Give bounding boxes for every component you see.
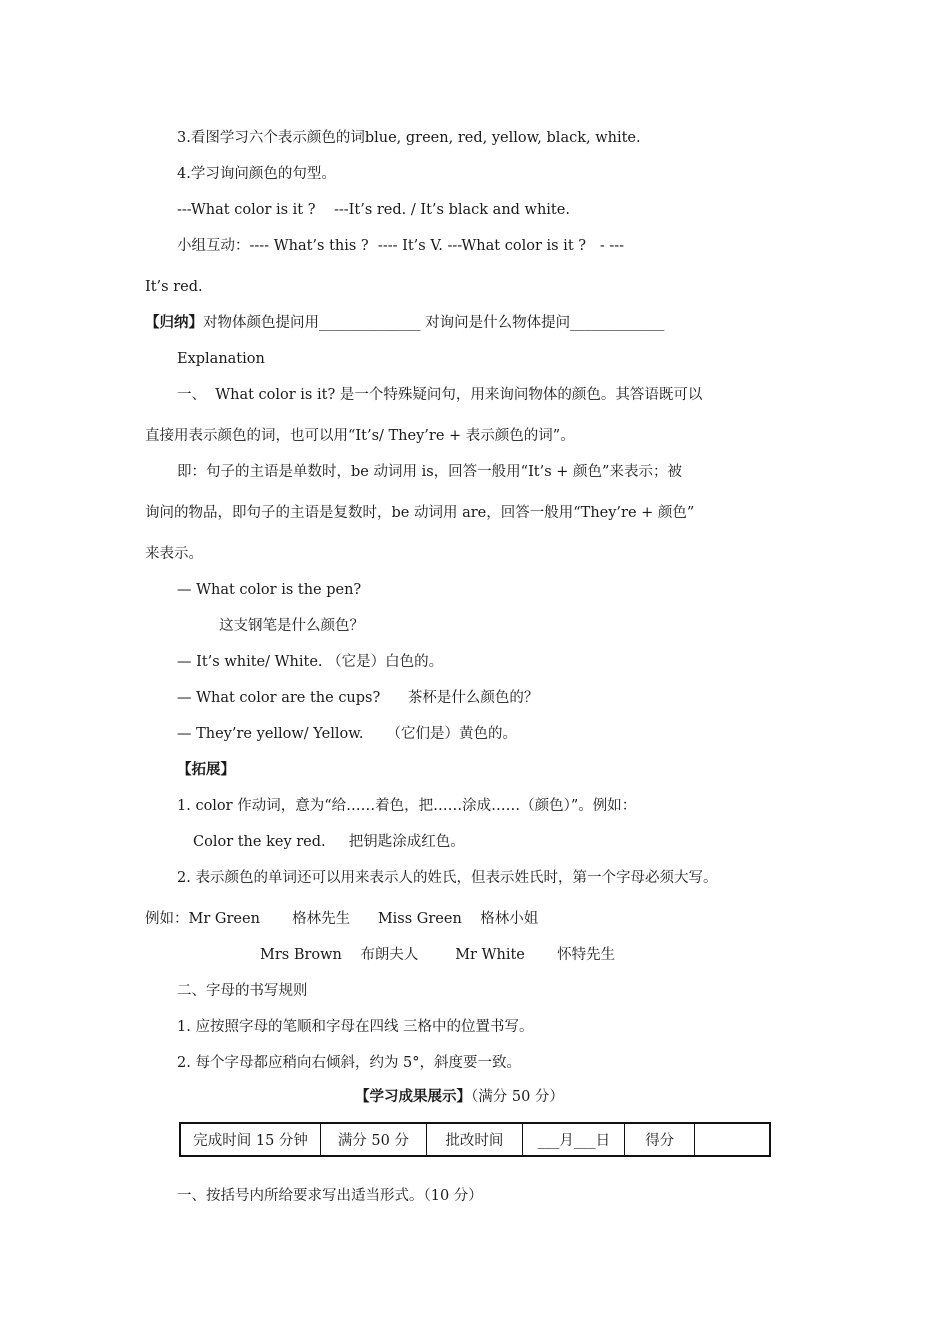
score-cell-full-marks: 满分 50 分 — [321, 1123, 426, 1156]
line-group-activity: 小组互动：---- What’s this ? ---- It’s V. ---What color is it ? - --- — [177, 238, 625, 254]
score-cell-date: ___月___日 — [523, 1123, 625, 1156]
summary-text: 对物体颜色提问用______________ 对询问是什么物体提问_____________ — [203, 315, 665, 331]
line-explanation-5: 来表示。 — [145, 546, 203, 562]
line-explanation-4: 询问的物品，即句子的主语是复数时，be 动词用 are，回答一般用“They’re + 颜色” — [145, 505, 695, 521]
line-extension-1: 1. color 作动词，意为“给……着色，把……涂成……（颜色）”。例如： — [177, 798, 637, 814]
line-exercise-1: 一、按括号内所给要求写出适当形式。（10 分） — [177, 1188, 483, 1204]
line-colors-words: 3.看图学习六个表示颜色的词blue, green, red, yellow, black, white. — [177, 130, 641, 146]
line-group-activity-cont: It’s red. — [145, 279, 203, 295]
line-extension-1-example: Color the key red. 把钥匙涂成红色。 — [193, 834, 465, 850]
score-table-row — [180, 1123, 770, 1156]
line-example-translation-1: 这支钢笔是什么颜色？ — [219, 618, 364, 634]
line-writing-rule-2: 2. 每个字母都应稍向右倾斜，约为 5°，斜度要一致。 — [177, 1055, 522, 1071]
results-text: （满分 50 分） — [471, 1089, 564, 1105]
line-dialog-example: ---What color is it ? ---It’s red. / It’s black and white. — [177, 202, 570, 218]
line-sentence-pattern: 4.学习询问颜色的句型。 — [177, 166, 336, 182]
line-explanation-3: 即：句子的主语是单数时，be 动词用 is，回答一般用“It’s + 颜色”来表示；被 — [177, 464, 682, 480]
score-cell-score-value — [694, 1123, 770, 1156]
score-cell-grading-time: 批改时间 — [426, 1123, 523, 1156]
score-table — [179, 1122, 771, 1157]
line-writing-rules-heading: 二、字母的书写规则 — [177, 983, 308, 999]
line-extension-2-example-a: 例如：Mr Green 格林先生 Miss Green 格林小姐 — [145, 911, 539, 927]
results-tag: 【学习成果展示】 — [355, 1088, 471, 1105]
line-writing-rule-1: 1. 应按照字母的笔顺和字母在四线 三格中的位置书写。 — [177, 1019, 534, 1035]
line-results-heading — [355, 1087, 564, 1107]
line-example-answer-2: — They’re yellow/ Yellow. （它们是）黄色的。 — [177, 726, 518, 742]
score-cell-score-label: 得分 — [625, 1123, 695, 1156]
line-extension-2-example-b: Mrs Brown 布朗夫人 Mr White 怀特先生 — [260, 947, 616, 963]
line-explanation-2: 直接用表示颜色的词，也可以用“It’s/ They’re + 表示颜色的词”。 — [145, 428, 575, 444]
line-extension-heading: 【拓展】 — [177, 761, 235, 778]
line-extension-2: 2. 表示颜色的单词还可以用来表示人的姓氏，但表示姓氏时，第一个字母必须大写。 — [177, 870, 718, 886]
line-example-question-1: — What color is the pen? — [177, 582, 362, 598]
line-example-answer-1: — It’s white/ White. （它是）白色的。 — [177, 654, 444, 670]
line-example-question-2: — What color are the cups? 茶杯是什么颜色的？ — [177, 690, 539, 706]
score-cell-time-limit: 完成时间 15 分钟 — [180, 1123, 321, 1156]
line-summary — [145, 313, 664, 333]
summary-tag: 【归纳】 — [145, 314, 203, 331]
line-explanation-1: 一、 What color is it? 是一个特殊疑问句，用来询问物体的颜色。其答语既可以 — [177, 387, 703, 403]
line-explanation-heading: Explanation — [177, 351, 265, 367]
